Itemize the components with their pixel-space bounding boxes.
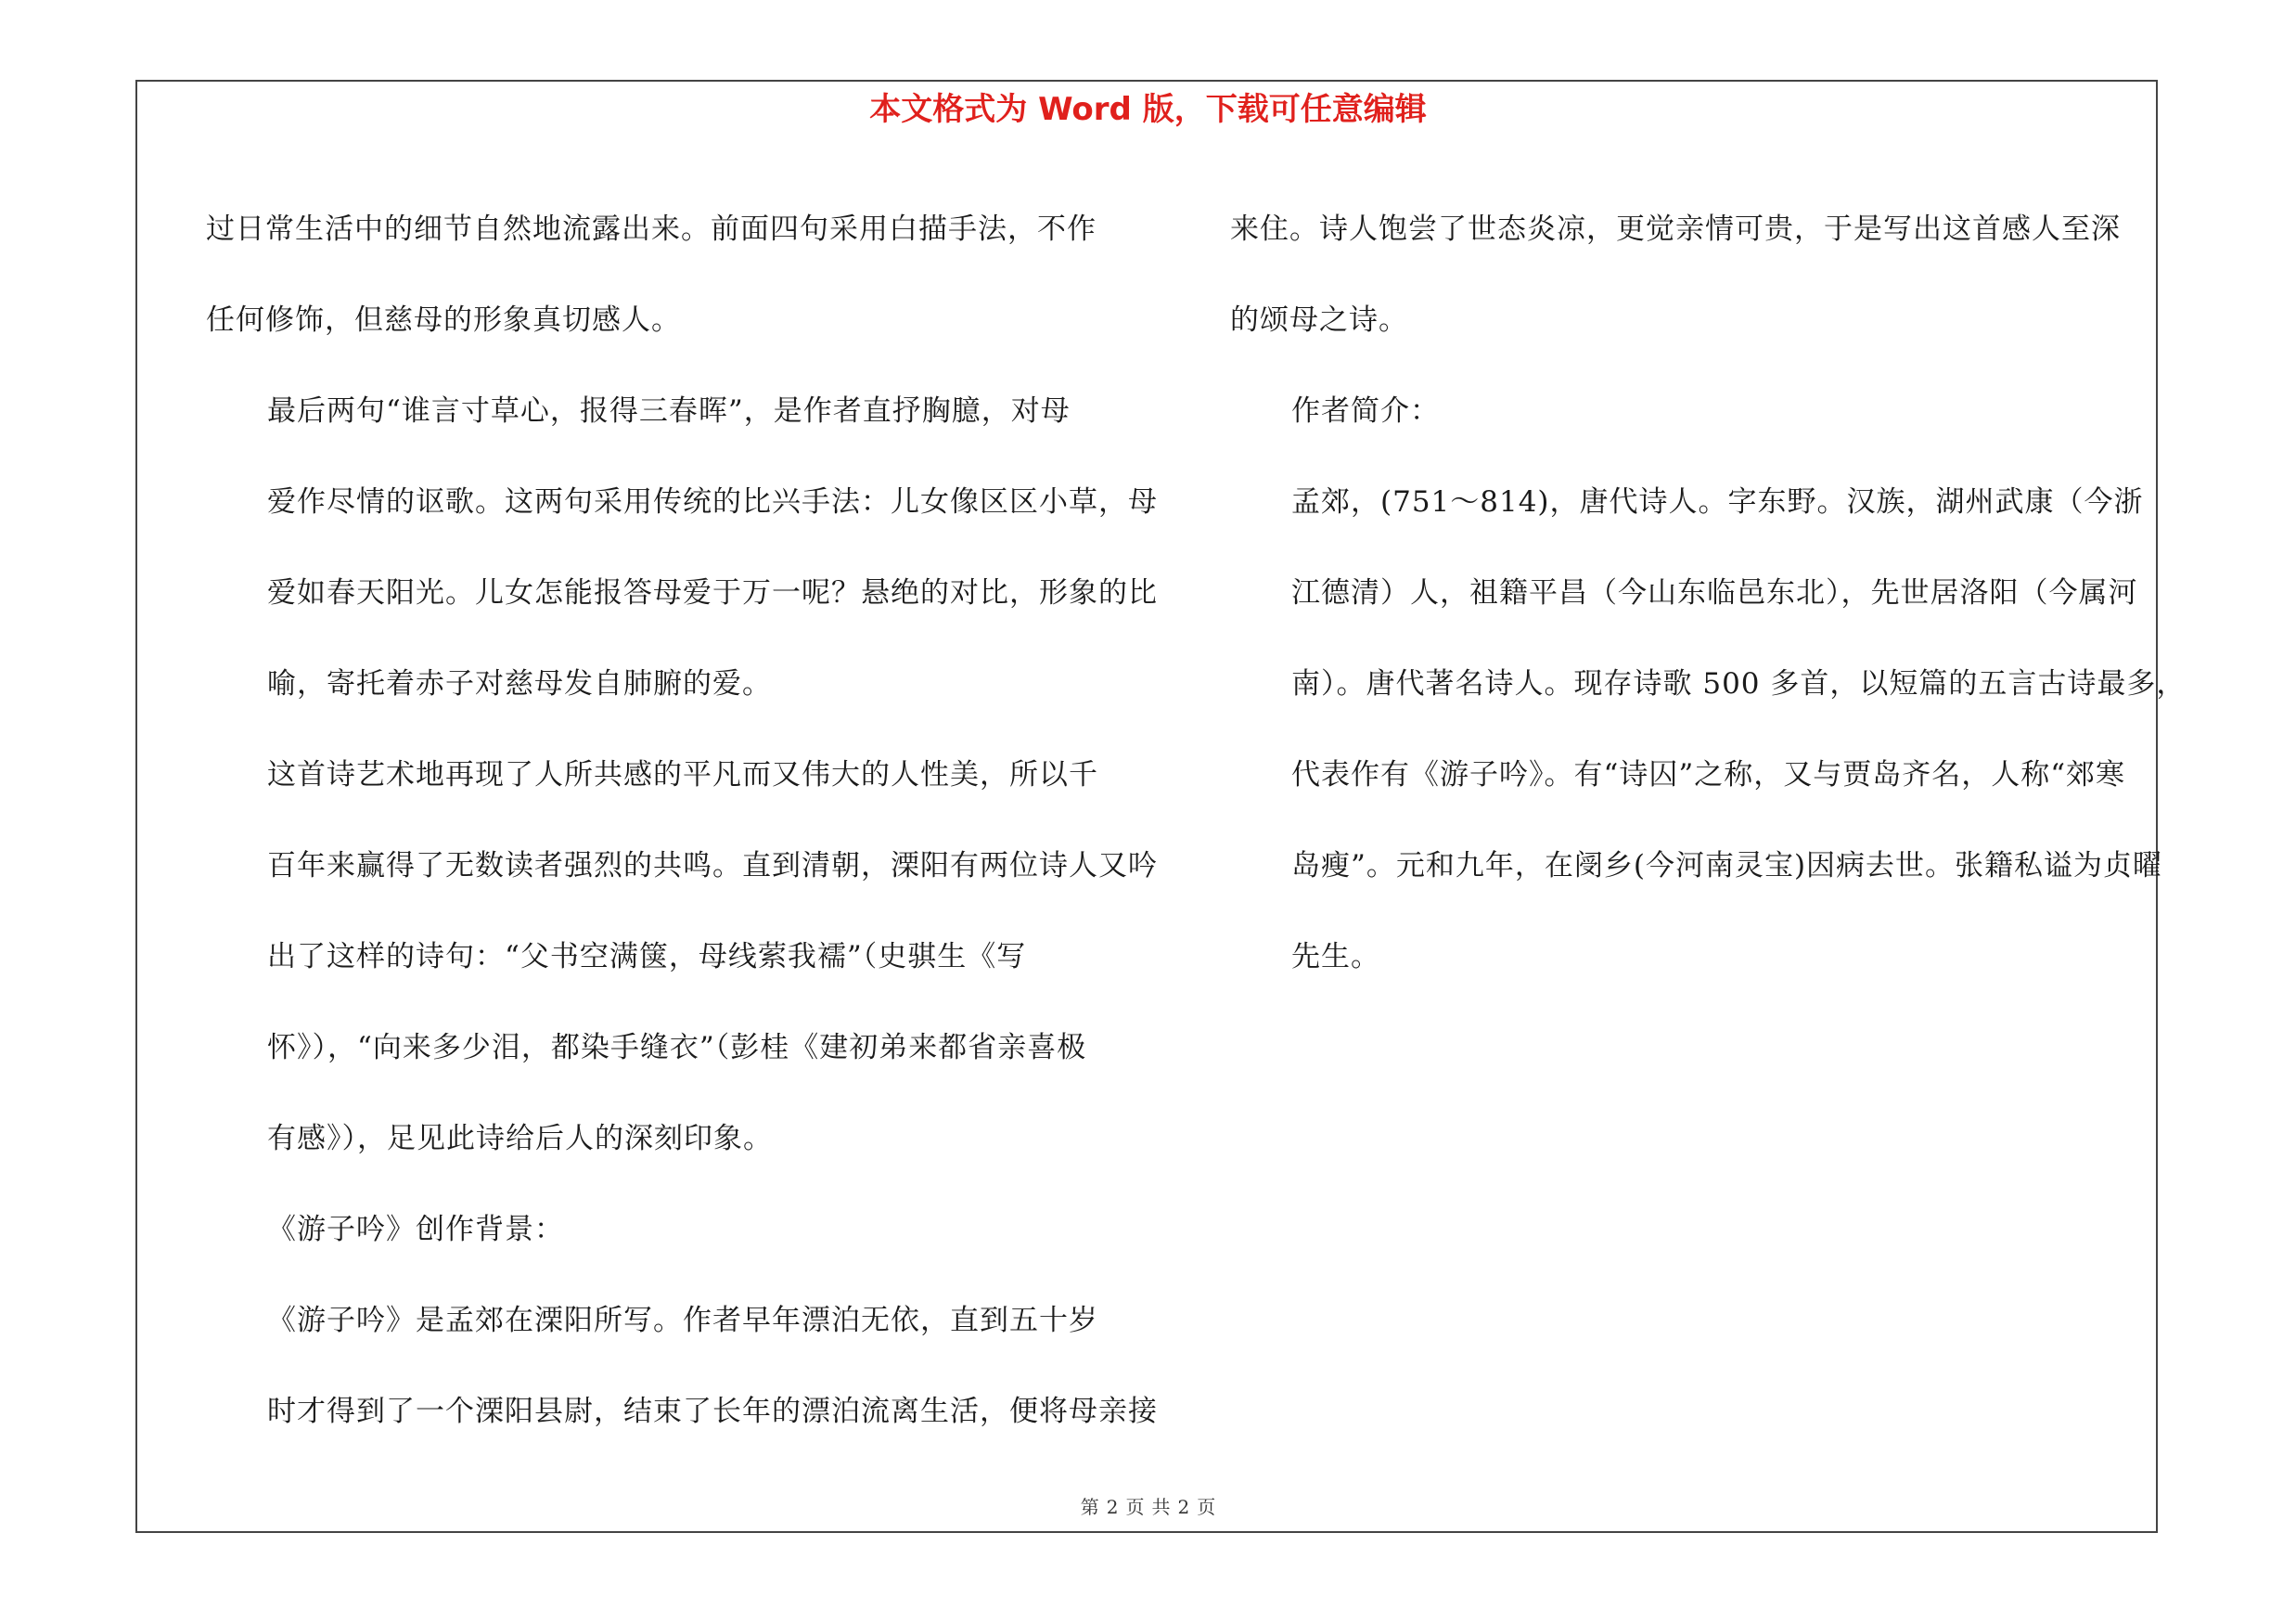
text-line: 有感》），足见此诗给后人的深刻印象。 xyxy=(267,1122,773,1155)
text-line: 先生。 xyxy=(1291,940,1380,973)
total-page-count: 2 xyxy=(1177,1496,1190,1518)
text-line: 《游子吟》是孟郊在溧阳所写。作者早年漂泊无依，直到五十岁 xyxy=(267,1304,1098,1337)
paragraph xyxy=(206,1275,1158,1457)
text-line: 孟郊，(751～814)，唐代诗人。字东野。汉族，湖州武康（今浙 xyxy=(1291,485,2144,519)
text-line: 过日常生活中的细节自然地流露出来。前面四句采用白描手法，不作 xyxy=(206,213,1097,246)
paragraph xyxy=(206,184,1124,366)
footer-prefix: 第 xyxy=(1080,1496,1099,1518)
paragraph xyxy=(206,1184,1124,1275)
text-line: 来住。诗人饱尝了世态炎凉，更觉亲情可贵，于是写出这首感人至深 xyxy=(1230,213,2121,246)
left-text-column xyxy=(206,184,1158,1457)
text-line: 作者简介： xyxy=(1291,394,1440,428)
text-line: 爱作尽情的讴歌。这两句采用传统的比兴手法：儿女像区区小草，母 xyxy=(267,485,1158,519)
current-page-number: 2 xyxy=(1106,1496,1119,1518)
text-line: 百年来赢得了无数读者强烈的共鸣。直到清朝，溧阳有两位诗人又吟 xyxy=(267,849,1158,882)
text-line: 最后两句“谁言寸草心，报得三春晖”，是作者直抒胸臆，对母 xyxy=(267,394,1071,428)
footer-total-prefix: 共 xyxy=(1151,1496,1171,1518)
text-line: 任何修饰，但慈母的形象真切感人。 xyxy=(206,303,681,337)
text-line: 岛瘦”。元和九年，在阌乡(今河南灵宝)因病去世。张籍私谥为贞曜 xyxy=(1291,849,2163,882)
text-line: 爱如春天阳光。儿女怎能报答母爱于万一呢？悬绝的对比，形象的比 xyxy=(267,576,1158,610)
text-line: 出了这样的诗句：“父书空满箧，母线萦我襦”（史骐生《写 xyxy=(267,940,1027,973)
footer-page-word: 页 xyxy=(1125,1496,1145,1518)
text-line: 这首诗艺术地再现了人所共感的平凡而又伟大的人性美，所以千 xyxy=(267,758,1098,792)
paragraph xyxy=(1230,366,2148,457)
paragraph xyxy=(1230,184,2148,366)
paragraph xyxy=(206,366,1158,729)
footer-suffix: 页 xyxy=(1197,1496,1216,1518)
paragraph xyxy=(206,729,1158,1184)
text-line: 怀》），“向来多少泪，都染手缝衣”（彭桂《建初弟来都省亲喜极 xyxy=(267,1031,1087,1064)
page-number-footer xyxy=(0,1496,2296,1518)
text-line: 的颂母之诗。 xyxy=(1230,303,1408,337)
text-line: 喻，寄托着赤子对慈母发自肺腑的爱。 xyxy=(267,667,772,701)
right-text-column xyxy=(1230,184,2187,1002)
text-line: 江德清）人，祖籍平昌（今山东临邑东北），先世居洛阳（今属河 xyxy=(1291,576,2138,610)
text-line: 南）。唐代著名诗人。现存诗歌 500 多首，以短篇的五言古诗最多， xyxy=(1291,667,2187,701)
text-line: 代表作有《游子吟》。有“诗囚”之称，又与贾岛齐名，人称“郊寒 xyxy=(1291,758,2126,792)
text-line: 《游子吟》创作背景： xyxy=(267,1213,564,1246)
word-format-banner: 本文格式为 Word 版，下载可任意编辑 xyxy=(869,91,1427,128)
text-line: 时才得到了一个溧阳县尉，结束了长年的漂泊流离生活，便将母亲接 xyxy=(267,1395,1158,1428)
paragraph xyxy=(1230,457,2187,1002)
